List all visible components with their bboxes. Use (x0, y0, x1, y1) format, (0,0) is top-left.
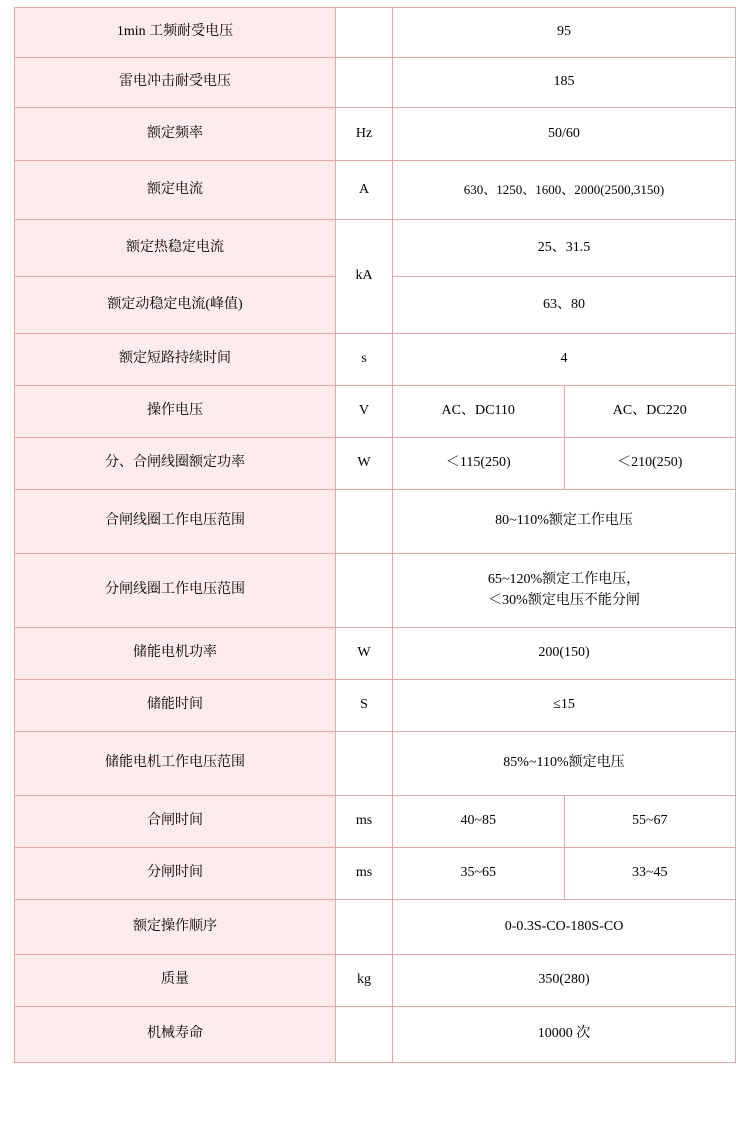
row-label: 质量 (15, 955, 336, 1007)
row-value: 80~110%额定工作电压 (393, 490, 736, 554)
row-value: 350(280) (393, 955, 736, 1007)
row-value: 40~85 (393, 796, 565, 848)
table-row (15, 161, 736, 220)
row-label: 合闸线圈工作电压范围 (15, 490, 336, 554)
row-unit: Hz (336, 108, 393, 161)
row-label: 储能时间 (15, 680, 336, 732)
row-label: 额定操作顺序 (15, 900, 336, 955)
row-unit: ms (336, 796, 393, 848)
table-row (15, 220, 736, 277)
table-row (15, 334, 736, 386)
row-unit: W (336, 628, 393, 680)
row-value: 25、31.5 (393, 220, 736, 277)
table-row (15, 8, 736, 58)
table-row (15, 490, 736, 554)
row-value: 185 (393, 58, 736, 108)
table-row (15, 900, 736, 955)
row-unit (336, 1007, 393, 1063)
row-value-alt: 55~67 (564, 796, 736, 848)
row-value: 630、1250、1600、2000(2500,3150) (393, 161, 736, 220)
row-unit (336, 732, 393, 796)
table-row (15, 1007, 736, 1063)
table-row (15, 58, 736, 108)
row-unit: s (336, 334, 393, 386)
row-label: 额定动稳定电流(峰值) (15, 277, 336, 334)
row-unit: ms (336, 848, 393, 900)
row-value: 35~65 (393, 848, 565, 900)
table-body (15, 8, 736, 1063)
row-value: 10000 次 (393, 1007, 736, 1063)
row-value: ≤15 (393, 680, 736, 732)
specification-table (14, 7, 736, 1063)
row-value: AC、DC110 (393, 386, 565, 438)
row-value: 63、80 (393, 277, 736, 334)
table-row (15, 108, 736, 161)
row-label: 额定频率 (15, 108, 336, 161)
row-value-multiline (393, 554, 736, 628)
row-unit (336, 490, 393, 554)
row-label: 额定热稳定电流 (15, 220, 336, 277)
table-row (15, 848, 736, 900)
table-row (15, 680, 736, 732)
row-value-alt: 33~45 (564, 848, 736, 900)
row-label: 储能电机工作电压范围 (15, 732, 336, 796)
row-unit (336, 900, 393, 955)
row-label: 储能电机功率 (15, 628, 336, 680)
row-value: 200(150) (393, 628, 736, 680)
row-label: 雷电冲击耐受电压 (15, 58, 336, 108)
row-label: 1min 工频耐受电压 (15, 8, 336, 58)
row-unit (336, 8, 393, 58)
row-value: 95 (393, 8, 736, 58)
table-row (15, 796, 736, 848)
row-unit: S (336, 680, 393, 732)
row-value-alt: ＜210(250) (564, 438, 736, 490)
table-row (15, 386, 736, 438)
row-value-line1: 65~120%额定工作电压， (487, 572, 641, 588)
table-row (15, 732, 736, 796)
row-unit: kg (336, 955, 393, 1007)
row-unit-merged: kA (336, 220, 393, 334)
row-unit: A (336, 161, 393, 220)
table-row (15, 955, 736, 1007)
table-row (15, 628, 736, 680)
row-unit (336, 58, 393, 108)
row-value-line2: ＜30%额定电压不能分闸 (488, 592, 640, 608)
row-label: 合闸时间 (15, 796, 336, 848)
row-value: ＜115(250) (393, 438, 565, 490)
row-label: 操作电压 (15, 386, 336, 438)
table-row (15, 438, 736, 490)
row-label: 额定短路持续时间 (15, 334, 336, 386)
row-unit: W (336, 438, 393, 490)
row-value: 50/60 (393, 108, 736, 161)
row-label: 分、合闸线圈额定功率 (15, 438, 336, 490)
row-label: 机械寿命 (15, 1007, 336, 1063)
table-row (15, 554, 736, 628)
row-unit: V (336, 386, 393, 438)
row-unit (336, 554, 393, 628)
row-label: 额定电流 (15, 161, 336, 220)
row-value: 4 (393, 334, 736, 386)
row-value: 0-0.3S-CO-180S-CO (393, 900, 736, 955)
row-label: 分闸线圈工作电压范围 (15, 554, 336, 628)
row-label: 分闸时间 (15, 848, 336, 900)
row-value: 85%~110%额定电压 (393, 732, 736, 796)
row-value-alt: AC、DC220 (564, 386, 736, 438)
